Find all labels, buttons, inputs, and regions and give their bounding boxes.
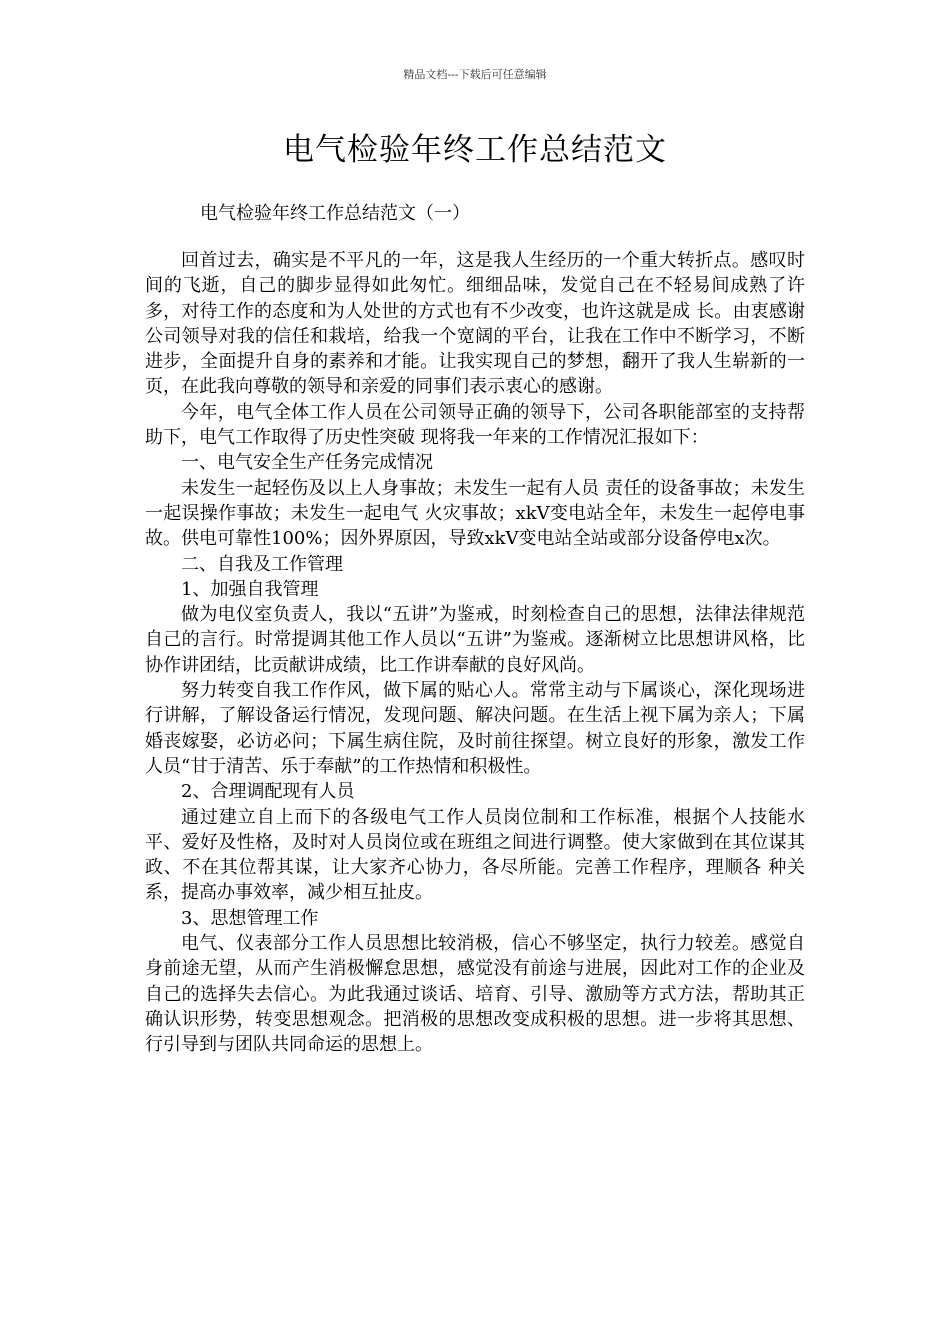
paragraph: 回首过去，确实是不平凡的一年，这是我人生经历的一个重大转折点。感叹时间的飞逝，自己的脚步显得如此匆忙。细细品味，发觉自己在不轻易间成熟了许多，对待工作的态度和为人处世的方式也有不少改变，也许这就是成 长。由衷感谢公司领导对我的信任和栽培，给我一个宽阔的平台，让我在工作中不断学习，不断进步，全面提升自身的素养和才能。让我实现自己的梦想，翻开了我人生崭新的一 页，在此我向尊敬的领导和亲爱的同事们表示衷心的感谢。 [145, 250, 805, 398]
page-header: 精品文档---下载后可任意编辑 [403, 68, 547, 81]
paragraph: 未发生一起轻伤及以上人身事故；未发生一起有人员 责任的设备事故；未发生一起误操作事故；未发生一起电气 火灾事故；xkV变电站全年，未发生一起停电事故。供电可靠性100%；因外界原因，导致xkV变电站全站或部分设备停电x次。 [145, 477, 805, 550]
subsection-heading: 3、思想管理工作 [181, 907, 319, 929]
subsection-heading: 1、加强自我管理 [181, 578, 319, 600]
subsection-heading: 2、合理调配现有人员 [181, 781, 355, 803]
section-heading: 二、自我及工作管理 [181, 553, 343, 575]
paragraph: 电气、仪表部分工作人员思想比较消极，信心不够坚定，执行力较差。感觉自身前途无望，从而产生消极懈怠思想，感觉没有前途与进展，因此对工作的企业及自己的选择失去信心。为此我通过谈话、培育、引导、激励等方式方法，帮助其正确认识形势，转变思想观念。把消极的思想改变成积极的思想。进一步将其思想、行引导到与团队共同命运的思想上。 [145, 933, 805, 1056]
paragraph: 今年，电气全体工作人员在公司领导正确的领导下，公司各职能部室的支持帮助下，电气工作取得了历史性突破 现将我一年来的工作情况汇报如下： [145, 401, 805, 449]
document-title: 电气检验年终工作总结范文 [283, 132, 667, 168]
section-heading: 一、电气安全生产任务完成情况 [181, 452, 433, 474]
paragraph: 通过建立自上而下的各级电气工作人员岗位制和工作标准，根据个人技能水平、爱好及性格，及时对人员岗位或在班组之间进行调整。使大家做到在其位谋其政、不在其位帮其谋，让大家齐心协力，各尽所能。完善工作程序，理顺各 种关系，提高办事效率，减少相互扯皮。 [145, 806, 805, 904]
paragraph: 做为电仪室负责人，我以“五讲”为鉴戒，时刻检查自己的思想，法律法律规范自己的言行。时常提调其他工作人员以“五讲”为鉴戒。逐渐树立比思想讲风格，比协作讲团结，比贡献讲成绩，比工作讲奉献的良好风尚。 [145, 604, 805, 676]
document-body [145, 248, 805, 1058]
paragraph: 努力转变自我工作作风，做下属的贴心人。常常主动与下属谈心，深化现场进行讲解，了解设备运行情况，发现问题、解决问题。在生活上视下属为亲人；下属婚丧嫁娶，必访必问；下属生病住院，及时前往探望。树立良好的形象，激发工作人员“甘于清苦、乐于奉献”的工作热情和积极性。 [145, 680, 805, 777]
document-subtitle: 电气检验年终工作总结范文（一） [200, 203, 470, 224]
